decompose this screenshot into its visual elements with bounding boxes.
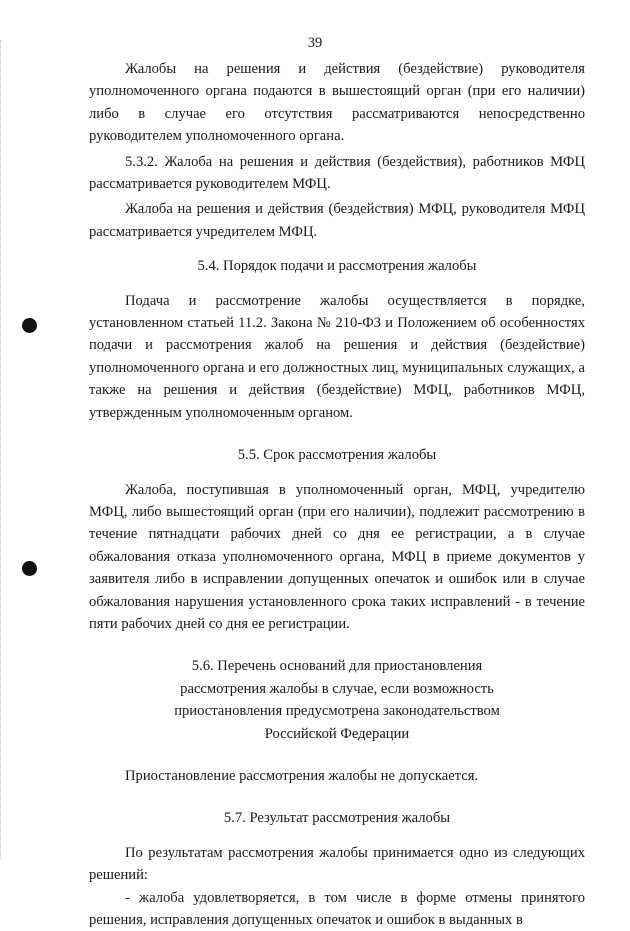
paragraph: 5.3.2. Жалоба на решения и действия (бездействия), работников МФЦ рассматривается руководителем МФЦ. [89, 153, 585, 193]
section-heading: 5.4. Порядок подачи и рассмотрения жалобы [197, 258, 477, 275]
section-heading: 5.5. Срок рассмотрения жалобы [237, 447, 437, 464]
section-heading-line: Российской Федерации [264, 725, 410, 742]
section-heading-line: рассмотрения жалобы в случае, если возможность [180, 680, 494, 697]
paragraph: Жалобы на решения и действия (бездействие) руководителя уполномоченного органа подаются в вышестоящий орган (при его наличии) либо в случае его отсутствия рассматриваются непосредственно руководителем уполномоченного органа. [89, 61, 585, 145]
section-heading-line: приостановления предусмотрена законодательством [174, 703, 500, 720]
section-heading-line: 5.6. Перечень оснований для приостановления [191, 658, 483, 675]
paragraph: По результатам рассмотрения жалобы принимается одно из следующих решений: [89, 844, 585, 884]
scan-edge-marks [0, 40, 4, 860]
paragraph: Подача и рассмотрение жалобы осуществляется в порядке, установленном статьей 11.2. Закона № 210-ФЗ и Положением об особенностях подачи и рассмотрения жалоб на решения и действия (бездействие) уполномоченного органа и его должностных лиц, муниципальных служащих, а также на решения и действия (бездействие) МФЦ, работников МФЦ, утвержденным уполномоченным органом. [89, 292, 585, 421]
paragraph: Жалоба на решения и действия (бездействия) МФЦ, руководителя МФЦ рассматривается учредителем МФЦ. [89, 201, 585, 240]
paragraph: Жалоба, поступившая в уполномоченный орган, МФЦ, учредителю МФЦ, либо вышестоящий орган (при его наличии), подлежит рассмотрению в течение пятнадцати рабочих дней со дня ее регистрации, а в случае обжалования отказа уполномоченного органа, МФЦ в приеме документов у заявителя либо в исправлении допущенных опечаток и ошибок или в случае обжалования нарушения установленного срока таких исправлений - в течение пяти рабочих дней со дня ее регистрации. [89, 481, 585, 632]
section-heading: 5.7. Результат рассмотрения жалобы [223, 810, 451, 827]
document-body [89, 58, 585, 931]
list-item: - жалоба удовлетворяется, в том числе в форме отмены принятого решения, исправления допущенных опечаток и ошибок в выданных в [89, 889, 585, 928]
page-number: 39 [307, 35, 323, 51]
paragraph: Приостановление рассмотрения жалобы не допускается. [125, 767, 479, 784]
binder-hole [22, 318, 37, 333]
binder-hole [22, 561, 37, 576]
